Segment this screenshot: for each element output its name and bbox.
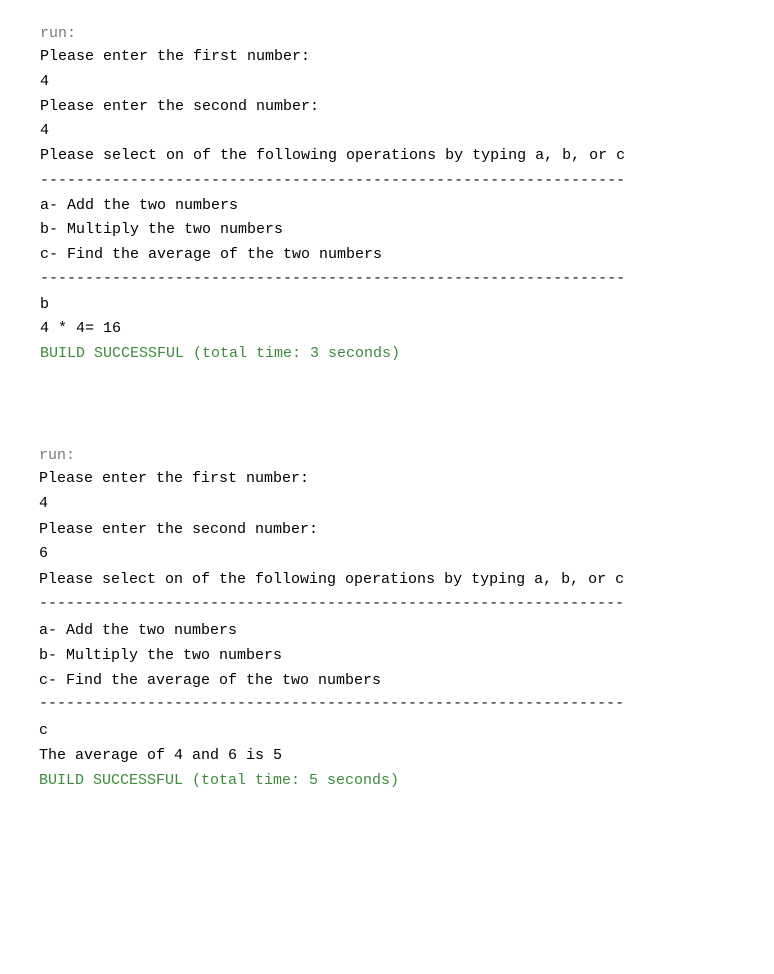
build-status: BUILD SUCCESSFUL (total time: 3 seconds) (40, 345, 401, 362)
second-number-value: 4 (40, 122, 50, 139)
separator-line: ----------------------------------------------------------------- (40, 172, 626, 189)
separator-line: ----------------------------------------------------------------- (39, 695, 625, 712)
run-label: run: (40, 25, 77, 42)
first-number-value: 4 (40, 73, 50, 90)
prompt-second-number: Please enter the second number: (39, 521, 319, 538)
build-status: BUILD SUCCESSFUL (total time: 5 seconds) (39, 772, 400, 789)
option-add: a- Add the two numbers (39, 622, 238, 639)
option-multiply: b- Multiply the two numbers (39, 647, 283, 664)
operation-result: 4 * 4= 16 (40, 320, 122, 337)
separator-line: ----------------------------------------------------------------- (39, 595, 625, 612)
separator-line: ----------------------------------------------------------------- (40, 270, 626, 287)
option-add: a- Add the two numbers (40, 197, 239, 214)
second-number-value: 6 (39, 545, 49, 562)
user-choice: c (39, 722, 49, 739)
first-number-value: 4 (39, 495, 49, 512)
operation-select-prompt: Please select on of the following operations by typing a, b, or c (39, 571, 625, 588)
option-average: c- Find the average of the two numbers (40, 246, 383, 263)
user-choice: b (40, 296, 50, 313)
run-label: run: (39, 447, 76, 464)
operation-result: The average of 4 and 6 is 5 (39, 747, 283, 764)
prompt-second-number: Please enter the second number: (40, 98, 320, 115)
prompt-first-number: Please enter the first number: (39, 470, 310, 487)
option-average: c- Find the average of the two numbers (39, 672, 382, 689)
operation-select-prompt: Please select on of the following operations by typing a, b, or c (40, 147, 626, 164)
prompt-first-number: Please enter the first number: (40, 48, 311, 65)
option-multiply: b- Multiply the two numbers (40, 221, 284, 238)
